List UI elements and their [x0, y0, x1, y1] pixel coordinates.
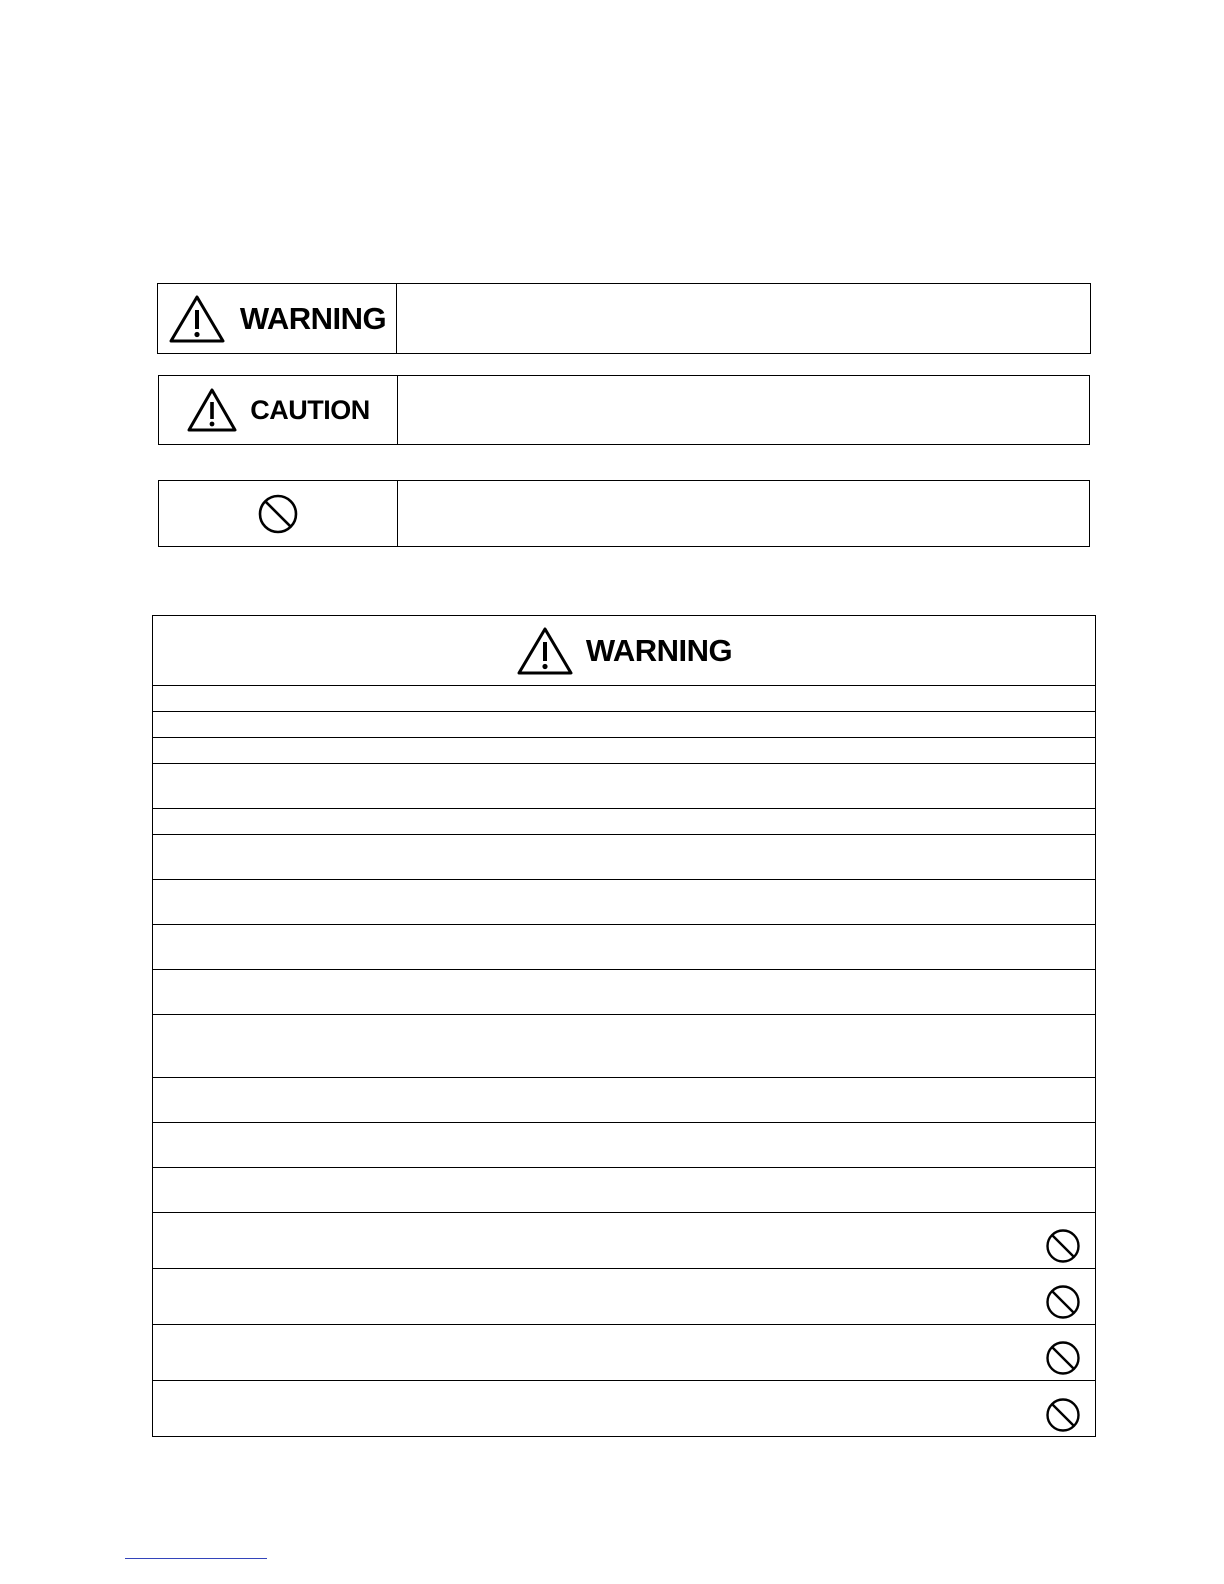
legend-warning-description	[397, 284, 1090, 353]
warning-table-row	[153, 764, 1095, 809]
warning-table-row-text	[153, 738, 1095, 746]
legend-warning-symbol	[158, 284, 397, 353]
warning-table-row	[153, 1015, 1095, 1078]
warning-table-row-text	[153, 1213, 1095, 1221]
warning-table-row-text	[153, 1123, 1095, 1131]
warning-table-row	[153, 835, 1095, 880]
warning-table-row-text	[153, 1269, 1095, 1277]
warning-table-row	[153, 1381, 1095, 1437]
warning-table-row	[153, 712, 1095, 738]
footer-rule	[125, 1558, 267, 1559]
warning-table-row-text	[153, 880, 1095, 888]
legend-warning-label: WARNING	[239, 300, 387, 336]
warning-table-row-text	[153, 1325, 1095, 1333]
warning-table-row-text	[153, 712, 1095, 720]
warning-table-header	[153, 616, 1095, 686]
warning-triangle-icon	[168, 294, 226, 344]
legend-caution-label: CAUTION	[250, 394, 370, 425]
warning-table-row	[153, 738, 1095, 764]
warning-table-row-text	[153, 925, 1095, 933]
warning-table-row	[153, 686, 1095, 712]
warning-table-row-text	[153, 809, 1095, 817]
warning-table-row-text	[153, 1381, 1095, 1389]
warning-table-row	[153, 809, 1095, 835]
warning-table-row	[153, 1078, 1095, 1123]
warning-triangle-icon	[186, 387, 238, 433]
warning-table-row	[153, 925, 1095, 970]
warning-table-row	[153, 1168, 1095, 1213]
warning-table-rows	[153, 686, 1095, 1437]
warning-table-row	[153, 1325, 1095, 1381]
warning-table-row-text	[153, 970, 1095, 978]
prohibited-icon	[257, 493, 299, 535]
prohibited-icon	[1045, 1284, 1081, 1320]
warning-triangle-icon	[516, 626, 574, 676]
warning-table-row-text	[153, 1015, 1095, 1023]
legend-prohibited-description	[398, 481, 1089, 546]
warning-table-row-text	[153, 686, 1095, 694]
warning-table-row-text	[153, 835, 1095, 843]
legend-caution-symbol	[159, 376, 398, 444]
warning-table-row	[153, 880, 1095, 925]
warning-table-row	[153, 1213, 1095, 1269]
prohibited-icon	[1045, 1397, 1081, 1433]
legend-caution-box	[158, 375, 1090, 445]
warning-table-row-text	[153, 1168, 1095, 1176]
warning-table-row	[153, 970, 1095, 1015]
warning-table-title: WARNING	[585, 632, 733, 668]
warning-table-row	[153, 1123, 1095, 1168]
prohibited-icon	[1045, 1340, 1081, 1376]
warning-table	[152, 615, 1096, 1437]
warning-table-row	[153, 1269, 1095, 1325]
prohibited-icon	[1045, 1228, 1081, 1264]
warning-table-row-text	[153, 764, 1095, 772]
legend-prohibited-box	[158, 480, 1090, 547]
legend-warning-box	[157, 283, 1091, 354]
legend-caution-description	[398, 376, 1089, 444]
warning-table-row-text	[153, 1078, 1095, 1086]
legend-prohibited-symbol	[159, 481, 398, 546]
